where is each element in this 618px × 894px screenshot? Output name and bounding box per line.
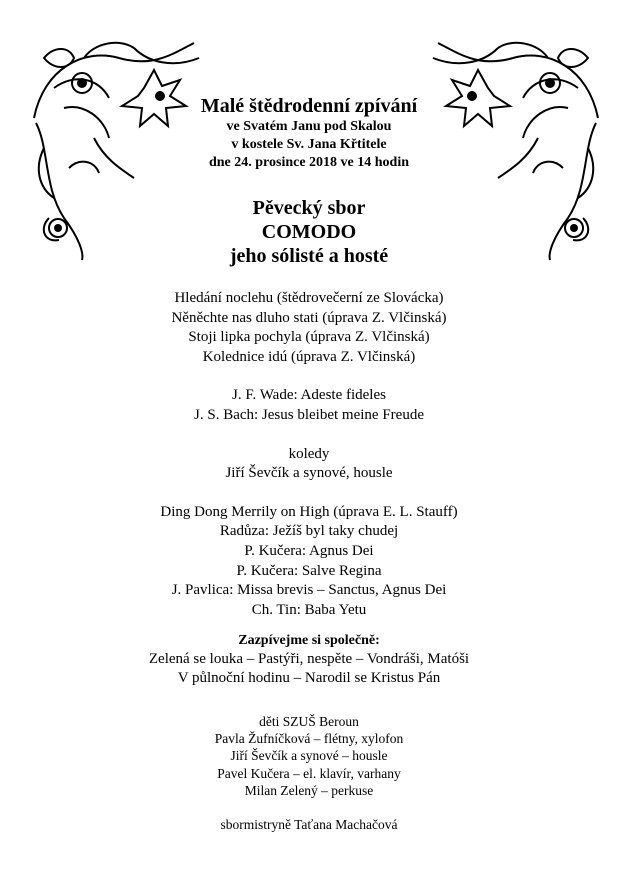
choir-label: Pěvecký sbor	[252, 197, 366, 219]
program-item: J. F. Wade: Adeste fideles	[232, 387, 386, 404]
sing-along-section	[0, 631, 618, 688]
event-date: dne 24. prosince 2018 ve 14 hodin	[208, 155, 410, 170]
program-item: Radůza: Ježíš byl taky chudej	[219, 523, 399, 540]
program-item: J. Pavlica: Missa brevis – Sanctus, Agnus Dei	[171, 582, 447, 599]
performer-line: Jiří Ševčík a synové – housle	[230, 748, 388, 764]
choir-heading	[0, 196, 618, 268]
program-list	[0, 289, 618, 620]
sing-along-line: V půlnoční hodinu – Narodil se Kristus Pán	[177, 670, 441, 686]
sing-along-heading: Zazpívejme si společně:	[238, 633, 380, 648]
program-item: Něněchte nas dluho stati (úprava Z. Vlčinská)	[171, 309, 447, 326]
performer-line: Milan Zelený – perkuse	[244, 782, 374, 798]
program-block-1	[0, 289, 618, 367]
event-church: v kostele Sv. Jana Křtitele	[231, 137, 387, 152]
event-place: ve Svatém Janu pod Skalou	[226, 119, 392, 134]
choir-director: sbormistryně Taťana Machačová	[220, 817, 398, 832]
program-item: P. Kučera: Salve Regina	[236, 562, 382, 579]
event-title: Malé štědrodenní zpívání	[200, 95, 418, 117]
program-item: P. Kučera: Agnus Dei	[244, 542, 374, 559]
sing-along-line: Zelená se louka – Pastýři, nespěte – Vondráši, Matóši	[148, 651, 470, 667]
program-block-4	[0, 503, 618, 621]
program-item: Stoji lipka pochyla (úprava Z. Vlčinská)	[188, 329, 430, 346]
program-block-2	[0, 386, 618, 425]
program-item: Hledání noclehu (štědrovečerní ze Slovácka)	[174, 290, 444, 306]
choir-name: COMODO	[261, 221, 357, 243]
program-item: koledy	[288, 445, 330, 462]
program-item: Ch. Tin: Baba Yetu	[251, 601, 367, 618]
program-item: J. S. Bach: Jesus bleibet meine Freude	[194, 406, 424, 423]
event-header	[0, 94, 618, 172]
performer-line: Pavla Žufníčková – flétny, xylofon	[214, 731, 404, 747]
performer-line: Pavel Kučera – el. klavír, varhany	[217, 765, 401, 781]
choir-guests: jeho sólisté a hosté	[229, 245, 389, 267]
performers-list	[0, 713, 618, 799]
program-item: Kolednice idú (úprava Z. Vlčinská)	[202, 348, 416, 365]
program-item: Jiří Ševčík a synové, housle	[225, 465, 393, 482]
program-block-3	[0, 445, 618, 484]
program-item: Ding Dong Merrily on High (úprava E. L. Stauff)	[160, 503, 458, 520]
performer-line: děti SZUŠ Beroun	[259, 714, 359, 729]
